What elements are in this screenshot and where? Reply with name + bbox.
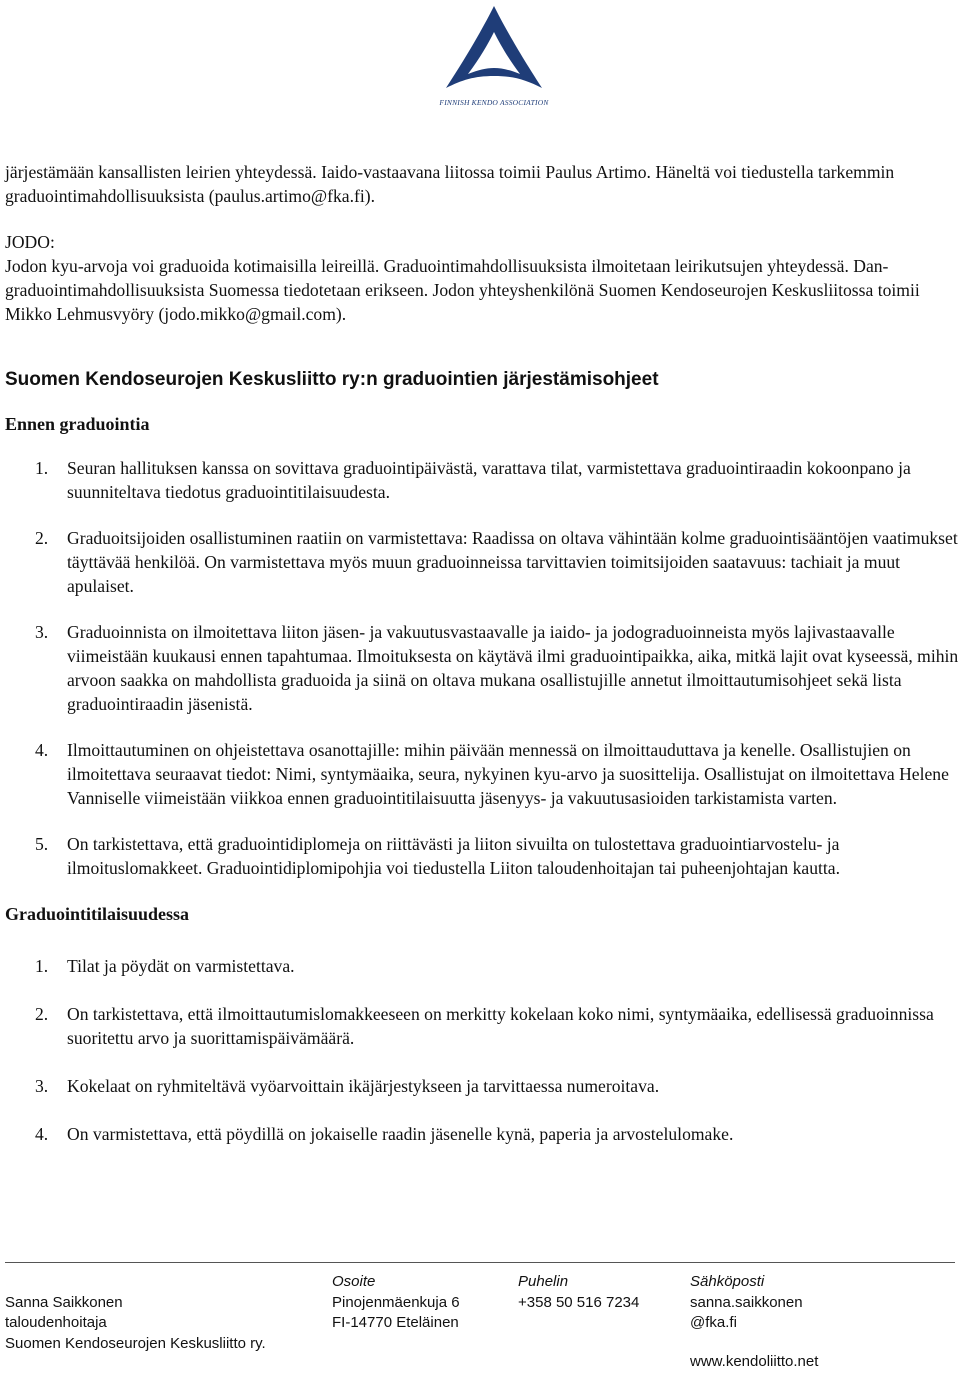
list-item-text: Kokelaat on ryhmiteltävä vyöarvoittain ikäjärjestykseen ja tarvittaessa numeroitava. [67, 1076, 660, 1096]
jodo-label: JODO: [5, 232, 55, 252]
list-item-text: Ilmoittautuminen on ohjeistettava osanottajille: mihin päivään mennessä on ilmoittauduttava ja kenelle. Osallistujien on ilmoitettava seuraavat tiedot: Nimi, syntymäaika, seura, nykyinen kyu-arvo ja suosittelija. Osallistujat on ilmoitettava Helene Vanniselle viimeistään viikkoa ennen graduointitilaisuutta jäsenyys- ja vakuutusasioiden tarkistamista varten. [67, 740, 949, 808]
list-item-text: On varmistettava, että pöydillä on jokaiselle raadin jäsenelle kynä, paperia ja arvostelulomake. [67, 1124, 734, 1144]
footer-phone [518, 1272, 639, 1313]
document-body [5, 160, 960, 1146]
list-item-number: 5. [35, 834, 49, 854]
list-item-text: Tilat ja pöydät on varmistettava. [67, 956, 295, 976]
list-item-number: 3. [35, 622, 49, 642]
list-item [5, 1122, 960, 1146]
list-item [5, 526, 960, 598]
section-heading-before: Ennen graduointia [5, 414, 150, 434]
list-item [5, 738, 960, 810]
list-item-number: 2. [35, 1004, 49, 1024]
list-item [5, 1074, 960, 1098]
footer-name: Sanna Saikkonen [5, 1293, 123, 1311]
triangle-logo-icon [430, 2, 558, 102]
footer-phone-label: Puhelin [518, 1273, 569, 1290]
list-item [5, 954, 960, 978]
list-item-number: 1. [35, 458, 49, 478]
footer-org: Suomen Kendoseurojen Keskusliitto ry. [5, 1334, 266, 1352]
footer-role: taloudenhoitaja [5, 1314, 107, 1331]
footer-contact-person [5, 1293, 266, 1355]
intro-paragraph-iaido: järjestämään kansallisten leirien yhteydessä. Iaido-vastaavana liitossa toimii Paulus Artimo. Häneltä voi tiedustella tarkemmin graduointimahdollisuuksista (paulus.artimo@fka.fi). [5, 162, 895, 206]
list-item-number: 1. [35, 956, 49, 976]
list-item-number: 3. [35, 1076, 49, 1096]
main-heading: Suomen Kendoseurojen Keskusliitto ry:n graduointien järjestämisohjeet [5, 369, 659, 390]
list-item [5, 620, 960, 716]
list-before-graduation [5, 456, 960, 880]
list-item-text: On tarkistettava, että graduointidiplomeja on riittävästi ja liiton sivuilta on tulostettava graduointiarvostelu- ja ilmoituslomakkeet. Graduointidiplomipohjia voi tiedustella Liiton taloudenhoitajan tai puheenjohtajan kautta. [67, 834, 840, 878]
footer-address [332, 1272, 460, 1334]
section-heading-during: Graduointitilaisuudessa [5, 904, 190, 924]
footer-website-link[interactable]: www.kendoliitto.net [690, 1353, 819, 1370]
footer-email-label: Sähköposti [690, 1273, 765, 1290]
list-item-text: Seuran hallituksen kanssa on sovittava graduointipäivästä, varattava tilat, varmistettava graduointiraadin kokoonpano ja suunniteltava tiedotus graduointitilaisuudesta. [67, 458, 911, 502]
list-item [5, 1002, 960, 1050]
list-item [5, 832, 960, 880]
footer-address-line2: FI-14770 Eteläinen [332, 1314, 459, 1331]
footer-address-label: Osoite [332, 1273, 376, 1290]
list-during-graduation [5, 954, 960, 1146]
footer-address-line1: Pinojenmäenkuja 6 [332, 1293, 460, 1311]
footer-email-line2[interactable]: @fka.fi [690, 1314, 737, 1331]
list-item-text: Graduoitsijoiden osallistuminen raatiin on varmistettava: Raadissa on oltava vähintään kolme graduointisääntöjen vaatimukset täyttävää henkilöä. On varmistettava myös muun graduoinneissa tarvittavien toimitsijoiden saatavuus: tachiait ja muut apulaiset. [67, 528, 958, 596]
list-item-number: 2. [35, 528, 49, 548]
list-item-number: 4. [35, 740, 49, 760]
list-item-text: Graduoinnista on ilmoitettava liiton jäsen- ja vakuutusvastaavalle ja iaido- ja jodograduoinneista myös lajivastaavalle viimeistään kuukausi ennen tapahtumaa. Ilmoituksesta on käytävä ilmi graduointipaikka, aika, mitkä lajit ovat kyseessä, mihin arvoon saakka on mahdollista graduoida ja siinä on oltava mukana osallistujille annetut ilmoittautumisohjeet sekä lista graduointiraadin jäsenistä. [67, 622, 959, 714]
intro-paragraph-jodo: Jodon kyu-arvoja voi graduoida kotimaisilla leireillä. Graduointimahdollisuuksista ilmoitetaan leirikutsujen yhteydessä. Dan-graduointimahdollisuuksista Suomessa tiedotetaan erikseen. Jodon yhteyshenkilönä Suomen Kendoseurojen Keskusliitossa toimii Mikko Lehmusvyöry (jodo.mikko@gmail.com). [5, 256, 920, 324]
logo-caption: FINNISH KENDO ASSOCIATION [439, 98, 549, 107]
footer-phone-number: +358 50 516 7234 [518, 1293, 640, 1311]
footer-email [690, 1272, 803, 1334]
fka-logo [430, 2, 558, 112]
list-item-text: On tarkistettava, että ilmoittautumislomakkeeseen on merkitty kokelaan koko nimi, syntymäaika, edellisessä graduoinnissa suoritettu arvo ja suorittamispäivämäärä. [67, 1004, 934, 1048]
list-item [5, 456, 960, 504]
footer-email-line1[interactable]: sanna.saikkonen [690, 1293, 803, 1311]
footer-divider [5, 1262, 955, 1263]
list-item-number: 4. [35, 1124, 49, 1144]
